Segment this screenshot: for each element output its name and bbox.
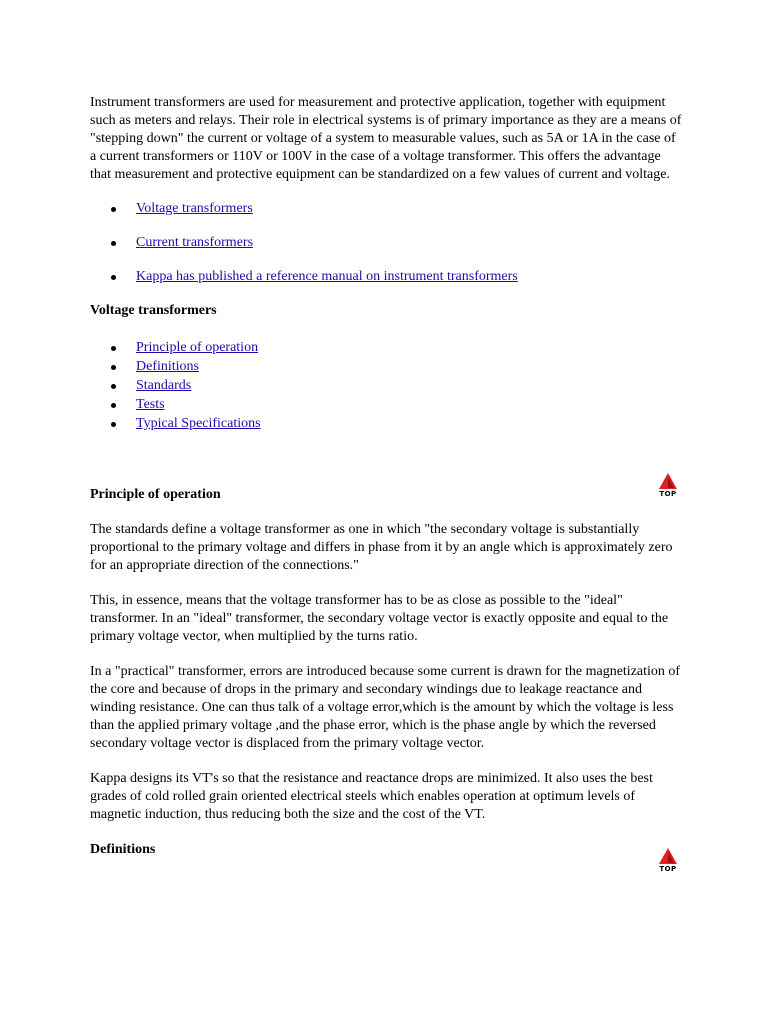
principle-paragraph-1: The standards define a voltage transformer as one in which "the secondary voltage is substantially proportional to the primary voltage and differs in phase from it by an angle which is approximately zero for an appropriate direction of the connections." [90,522,673,573]
list-item [90,234,682,252]
list-item [90,377,682,395]
link-principle-of-operation[interactable]: Principle of operation [136,340,259,355]
principle-heading: Principle of operation [90,487,221,502]
link-voltage-transformers[interactable]: Voltage transformers [136,201,253,216]
top-link-list [90,200,682,286]
principle-paragraph-4: Kappa designs its VT's so that the resistance and reactance drops are minimized. It also uses the best grades of cold rolled grain oriented electrical steels which enables operation at optimum levels of magnetic induction, thus reducing both the size and the cost of the VT. [90,771,653,822]
definitions-heading: Definitions [90,842,156,857]
intro-paragraph: Instrument transformers are used for measurement and protective application, together with equipment such as meters and relays. Their role in electrical systems is of primary importance as they are a means of "stepping down" the current or voltage of a system to measurable values, such as 5A or 1A in the case of a current transformers or 110V or 100V in the case of a voltage transformer. This offers the advantage that measurement and protective equipment can be standardized on a few values of current and voltage. [90,95,682,182]
principle-paragraph-2: This, in essence, means that the voltage transformer has to be as close as possible to the "ideal" transformer. In an "ideal" transformer, the secondary voltage vector is exactly opposite and equal to the primary voltage vector, when multiplied by the turns ratio. [90,593,669,644]
list-item [90,396,682,414]
back-to-top-link[interactable] [657,848,679,874]
list-item [90,339,682,357]
top-label: TOP [659,490,677,498]
list-item [90,200,682,218]
link-tests[interactable]: Tests [136,397,165,412]
link-definitions[interactable]: Definitions [136,359,199,374]
document-page [90,94,682,859]
list-item [90,415,682,433]
link-current-transformers[interactable]: Current transformers [136,235,254,250]
vt-link-list [90,339,682,433]
link-typical-specifications[interactable]: Typical Specifications [136,416,261,431]
vt-heading: Voltage transformers [90,303,217,318]
link-kappa-reference-manual[interactable]: Kappa has published a reference manual on instrument transformers [136,269,518,284]
principle-paragraph-3: In a "practical" transformer, errors are introduced because some current is drawn for the magnetization of the core and because of drops in the primary and secondary windings due to leakage reactance and winding resistance. One can thus talk of a voltage error,which is the amount by which the voltage is less than the applied primary voltage ,and the phase error, which is the phase angle by which the reversed secondary voltage vector is displaced from the primary voltage vector. [90,664,681,751]
list-item [90,358,682,376]
list-item [90,268,682,286]
back-to-top-link[interactable] [657,473,679,499]
top-label: TOP [659,865,677,873]
link-standards[interactable]: Standards [136,378,192,393]
